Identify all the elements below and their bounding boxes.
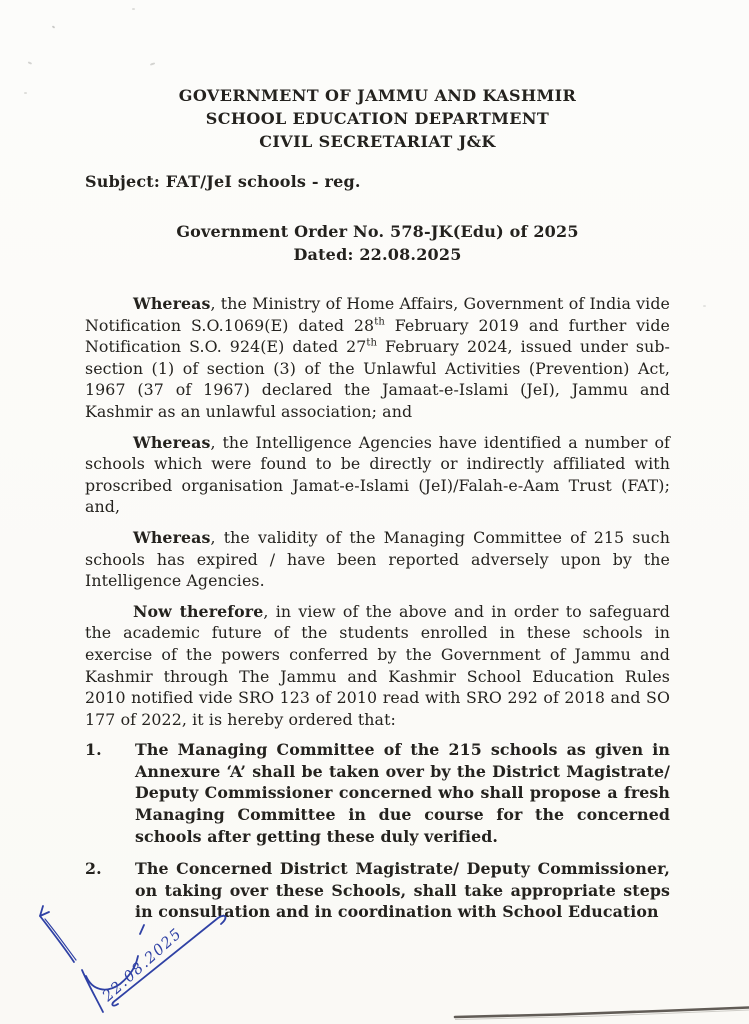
scan-edge-line bbox=[0, 998, 749, 1024]
order-item-number: 1. bbox=[85, 740, 102, 760]
order-item-text: The Concerned District Magistrate/ Deputy Commissioner, on taking over these Schools, shall take appropriate steps in consultation and in coordination with School Education bbox=[135, 859, 670, 922]
subject-line: Subject: FAT/JeI schools - reg. bbox=[85, 172, 361, 191]
order-date-line: Dated: 22.08.2025 bbox=[293, 245, 462, 264]
handwritten-date: 22.08.2025 bbox=[98, 924, 186, 1005]
order-number-line: Government Order No. 578-JK(Edu) of 2025 bbox=[176, 222, 579, 241]
order-item-number: 2. bbox=[85, 859, 102, 879]
header-government-line: GOVERNMENT OF JAMMU AND KASHMIR bbox=[178, 86, 577, 105]
paragraph: Whereas, the validity of the Managing Committee of 215 such schools has expired / have been reported adversely upon by the Intelligence Agencies. bbox=[85, 527, 670, 591]
header-secretariat-line: CIVIL SECRETARIAT J&K bbox=[259, 132, 496, 151]
order-item bbox=[85, 739, 670, 847]
document-header bbox=[85, 84, 670, 153]
paragraph: Whereas, the Ministry of Home Affairs, Government of India vide Notification S.O.1069(E) dated 28th February 2019 and further vide Notification S.O. 924(E) dated 27th February 2024, issued under sub-section (1) of section (3) of the Unlawful Activities (Prevention) Act, 1967 (37 of 1967) declared the Jamaat-e-Islami (JeI), Jammu and Kashmir as an unlawful association; and bbox=[85, 294, 670, 421]
order-directives-list bbox=[85, 739, 670, 923]
order-item bbox=[85, 858, 670, 923]
scan-speck bbox=[703, 305, 706, 307]
header-department-line: SCHOOL EDUCATION DEPARTMENT bbox=[205, 109, 550, 128]
scan-speck bbox=[28, 61, 32, 64]
scan-speck bbox=[132, 8, 135, 10]
paragraph: Whereas, the Intelligence Agencies have identified a number of schools which were found to be directly or indirectly affiliated with proscribed organisation Jamat-e-Islami (JeI)/Falah-e-Aam Trust (FAT); and, bbox=[85, 432, 670, 517]
paragraph: Now therefore, in view of the above and in order to safeguard the academic future of the students enrolled in these schools in exercise of the powers conferred by the Government of Jammu and Kashmir through The Jammu and Kashmir School Education Rules 2010 notified vide SRO 123 of 2010 read with SRO 292 of 2018 and SO 177 of 2022, it is hereby ordered that: bbox=[85, 601, 670, 729]
scan-speck bbox=[52, 25, 56, 28]
body-paragraphs bbox=[85, 293, 670, 730]
scan-speck bbox=[150, 62, 155, 65]
scan-speck bbox=[24, 92, 27, 94]
order-title-block bbox=[85, 220, 670, 266]
order-item-text: The Managing Committee of the 215 schools as given in Annexure ‘A’ shall be taken over by the District Magistrate/ Deputy Commissioner concerned who shall propose a fresh Managing Committee in due course for the concerned schools after getting these duly verified. bbox=[135, 740, 670, 846]
signature-arrowhead bbox=[40, 906, 49, 916]
document-content bbox=[85, 84, 670, 934]
